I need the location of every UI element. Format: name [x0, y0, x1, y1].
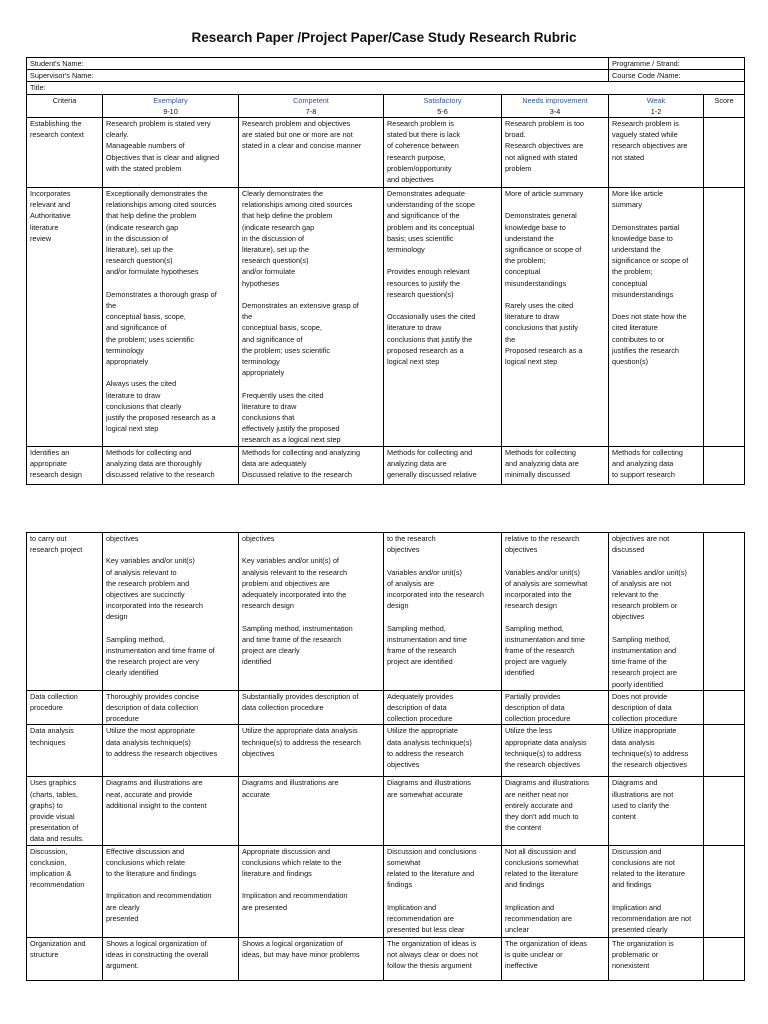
student-row [27, 58, 745, 70]
score-cell[interactable] [704, 188, 745, 447]
level-header-weak: Weak 1-2 [609, 94, 704, 117]
supervisor-row [27, 70, 745, 82]
rubric-table-page2 [26, 532, 745, 981]
criterion-label: Identifies an appropriate research design [27, 446, 103, 484]
level-header-needs-improvement: Needs improvement 3-4 [502, 94, 609, 117]
score-header: Score [704, 94, 745, 117]
title-field[interactable]: Title: [27, 82, 745, 94]
criterion-label: Establishing the research context [27, 118, 103, 188]
rubric-cell: The organization of ideas is not always clear or does not follow the thesis argument [384, 937, 502, 980]
rubric-cell: objectives Key variables and/or unit(s) of analysis relevant to the research problem and objectives are adequately incorporated into the research design Sampling method, instrumentation and time frame of the research project are clearly identified [239, 533, 384, 691]
rubric-cell: Diagrams and illustrations are somewhat accurate [384, 777, 502, 845]
rubric-row [27, 533, 745, 691]
rubric-row [27, 725, 745, 777]
rubric-row [27, 446, 745, 484]
score-cell[interactable] [704, 690, 745, 725]
rubric-row [27, 118, 745, 188]
rubric-cell: Not all discussion and conclusions somewhat related to the literature and findings Implication and recommendation are unclear [502, 845, 609, 937]
rubric-row [27, 845, 745, 937]
criterion-label: Incorporates relevant and Authoritative literature review [27, 188, 103, 447]
rubric-cell: Utilize the appropriate data analysis technique(s) to address the research objectives [384, 725, 502, 777]
rubric-table-page1 [26, 57, 745, 485]
rubric-cell: More of article summary Demonstrates general knowledge base to understand the significance or scope of the problem; conceptual misunderstandings Rarely uses the cited literature to draw conclusions that justify the Proposed research as a logical next step [502, 188, 609, 447]
score-cell[interactable] [704, 845, 745, 937]
rubric-body-page2 [27, 533, 745, 981]
rubric-cell: Discussion and conclusions somewhat related to the literature and findings Implication and recommendation are presented but less clear [384, 845, 502, 937]
criterion-label: Organization and structure [27, 937, 103, 980]
rubric-cell: objectives Key variables and/or unit(s) of analysis relevant to the research problem and objectives are succinctly incorporated into the research design Sampling method, instrumentation and time frame of the research project are very clearly identified [103, 533, 239, 691]
rubric-cell: Diagrams and illustrations are neat, accurate and provide additional insight to the content [103, 777, 239, 845]
level-header-competent: Competent 7-8 [239, 94, 384, 117]
rubric-cell: Utilize the appropriate data analysis technique(s) to address the research objectives [239, 725, 384, 777]
score-cell[interactable] [704, 777, 745, 845]
rubric-cell: Exceptionally demonstrates the relationships among cited sources that help define the problem (indicate research gap in the discussion of literature), set up the research question(s) and/or formulate hypotheses Demonstrates a thorough grasp of the conceptual basis, scope, and significance of the problem; uses scientific terminology appropriately Always uses the cited literature to draw conclusions that clearly justify the proposed research as a logical next step [103, 188, 239, 447]
rubric-cell: Research problem is stated very clearly. Manageable numbers of Objectives that is clear and aligned with the stated problem [103, 118, 239, 188]
rubric-body-page1 [27, 118, 745, 485]
rubric-cell: Demonstrates adequate understanding of the scope and significance of the problem and its conceptual basis; uses scientific terminology Provides enough relevant resources to justify the research question(s) Occasionally uses the cited literature to draw conclusions that justify the proposed research as a logical next step [384, 188, 502, 447]
criterion-label: Data analysis techniques [27, 725, 103, 777]
rubric-cell: Methods for collecting and analyzing data are thoroughly discussed relative to the research [103, 446, 239, 484]
rubric-cell: Shows a logical organization of ideas in constructing the overall argument. [103, 937, 239, 980]
rubric-cell: Adequately provides description of data collection procedure [384, 690, 502, 725]
rubric-cell: to the research objectives Variables and/or unit(s) of analysis are incorporated into the research design Sampling method, instrumentation and time frame of the research project are identified [384, 533, 502, 691]
rubric-cell: Does not provide description of data collection procedure [609, 690, 704, 725]
title-row [27, 82, 745, 94]
rubric-cell: Appropriate discussion and conclusions which relate to the literature and findings Implication and recommendation are presented [239, 845, 384, 937]
criterion-label: Discussion, conclusion, implication & recommendation [27, 845, 103, 937]
rubric-cell: Utilize the most appropriate data analysis technique(s) to address the research objectives [103, 725, 239, 777]
level-header-exemplary: Exemplary 9-10 [103, 94, 239, 117]
rubric-cell: Methods for collecting and analyzing data to support research [609, 446, 704, 484]
criterion-label: to carry out research project [27, 533, 103, 691]
supervisor-field[interactable]: Supervisor's Name: [27, 70, 609, 82]
rubric-cell: Partially provides description of data collection procedure [502, 690, 609, 725]
rubric-cell: Research problem is vaguely stated while research objectives are not stated [609, 118, 704, 188]
rubric-cell: Research problem and objectives are stated but one or more are not stated in a clear and concise manner [239, 118, 384, 188]
rubric-cell: The organization is problematic or nonexistent [609, 937, 704, 980]
rubric-cell: Clearly demonstrates the relationships among cited sources that help define the problem (indicate research gap in the discussion of literature), set up the research question(s) and/or formulate hypotheses Demonstrates an extensive grasp of the conceptual basis, scope, and significance of the problem; uses scientific terminology appropriately Frequently uses the cited literature to draw conclusions that effectively justify the proposed research as a logical next step [239, 188, 384, 447]
level-header-satisfactory: Satisfactory 5-6 [384, 94, 502, 117]
rubric-cell: Diagrams and illustrations are neither neat nor entirely accurate and they don't add much to the content [502, 777, 609, 845]
rubric-cell: Discussion and conclusions are not related to the literature and findings Implication and recommendation are not presented clearly [609, 845, 704, 937]
rubric-cell: Substantially provides description of data collection procedure [239, 690, 384, 725]
rubric-row [27, 937, 745, 980]
criterion-label: Uses graphics (charts, tables, graphs) to provide visual presentation of data and results. [27, 777, 103, 845]
rubric-cell: Research problem is stated but there is lack of coherence between research purpose, problem/opportunity and objectives [384, 118, 502, 188]
rubric-cell: Thoroughly provides concise description of data collection procedure [103, 690, 239, 725]
criteria-header: Criteria [27, 94, 103, 117]
rubric-cell: Diagrams and illustrations are accurate [239, 777, 384, 845]
rubric-row [27, 777, 745, 845]
rubric-cell: Methods for collecting and analyzing data are generally discussed relative [384, 446, 502, 484]
rubric-cell: The organization of ideas is quite unclear or ineffective [502, 937, 609, 980]
student-name-field[interactable]: Student's Name: [27, 58, 609, 70]
criterion-label: Data collection procedure [27, 690, 103, 725]
rubric-cell: Shows a logical organization of ideas, but may have minor problems [239, 937, 384, 980]
score-cell[interactable] [704, 446, 745, 484]
header-row [27, 94, 745, 117]
score-cell[interactable] [704, 533, 745, 691]
rubric-cell: Diagrams and illustrations are not used to clarify the content [609, 777, 704, 845]
score-cell[interactable] [704, 937, 745, 980]
document-title: Research Paper /Project Paper/Case Study Research Rubric [191, 30, 577, 45]
rubric-cell: Utilize inappropriate data analysis technique(s) to address the research objectives [609, 725, 704, 777]
rubric-cell: Utilize the less appropriate data analysis technique(s) to address the research objectives [502, 725, 609, 777]
rubric-cell: Effective discussion and conclusions which relate to the literature and findings Implication and recommendation are clearly presented [103, 845, 239, 937]
score-cell[interactable] [704, 725, 745, 777]
rubric-cell: Methods for collecting and analyzing data are adequately Discussed relative to the research [239, 446, 384, 484]
rubric-cell: objectives are not discussed Variables and/or unit(s) of analysis are not relevant to the research problem or objectives Sampling method, instrumentation and time frame of the research project are poorly identified [609, 533, 704, 691]
rubric-row [27, 690, 745, 725]
score-cell[interactable] [704, 118, 745, 188]
rubric-cell: Research problem is too broad. Research objectives are not aligned with stated problem [502, 118, 609, 188]
course-code-field[interactable]: Course Code /Name: [609, 70, 745, 82]
rubric-cell: Methods for collecting and analyzing data are minimally discussed [502, 446, 609, 484]
programme-field[interactable]: Programme / Strand: [609, 58, 745, 70]
rubric-row [27, 188, 745, 447]
rubric-cell: relative to the research objectives Variables and/or unit(s) of analysis are somewhat incorporated into the research design Sampling method, instrumentation and time frame of the research project are vaguely identified [502, 533, 609, 691]
rubric-cell: More like article summary Demonstrates partial knowledge base to understand the significance or scope of the problem; conceptual misunderstandings Does not state how the cited literature contributes to or justifies the research question(s) [609, 188, 704, 447]
